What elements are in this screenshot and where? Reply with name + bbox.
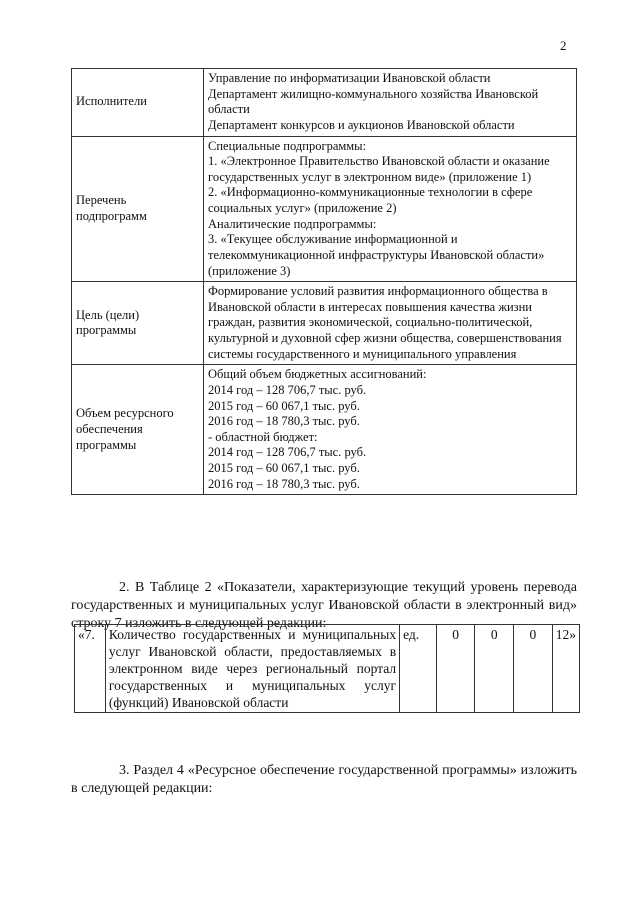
- row-value-funding: [204, 365, 577, 495]
- row-label-executors: Исполнители: [72, 69, 204, 137]
- value-line: 2016 год – 18 780,3 тыс. руб.: [208, 476, 360, 491]
- indicator-table: [74, 624, 580, 713]
- value-line: Департамент жилищно-коммунального хозяйства Ивановской области: [208, 86, 539, 117]
- value-line: 2014 год – 128 706,7 тыс. руб.: [208, 382, 367, 397]
- paragraph-3: 3. Раздел 4 «Ресурсное обеспечение государственной программы» изложить в следующей редакции:: [71, 763, 577, 796]
- table-row: [72, 136, 577, 282]
- table-row: [72, 69, 577, 137]
- value-line: Аналитические подпрограммы:: [208, 216, 377, 231]
- indicator-value-1: 0: [436, 625, 475, 713]
- value-line: 3. «Текущее обслуживание информационной и телекоммуникационной инфраструктуры Ивановской области» (приложение 3): [208, 232, 545, 278]
- value-line: 2014 год – 128 706,7 тыс. руб.: [208, 445, 367, 460]
- value-line: 2016 год – 18 780,3 тыс. руб.: [208, 414, 360, 429]
- row-value-executors: [204, 69, 577, 137]
- value-line: Формирование условий развития информационного общества в Ивановской области в интересах повышения качества жизни граждан, развития экономической, социально-политической, культурной и духовной сфер жизни общества, совершенствования системы государственного и муниципального управления: [208, 284, 562, 361]
- table-row: [72, 365, 577, 495]
- table-row: [75, 625, 580, 713]
- row-label-funding: Объем ресурсного обеспечения программы: [72, 365, 204, 495]
- value-line: Общий объем бюджетных ассигнований:: [208, 367, 427, 382]
- indicator-unit: ед.: [400, 625, 437, 713]
- indicator-value-3: 0: [514, 625, 553, 713]
- value-line: Департамент конкурсов и аукционов Ивановской области: [208, 117, 515, 132]
- value-line: 1. «Электронное Правительство Ивановской области и оказание государственных услуг в электронном виде» (приложение 1): [208, 154, 550, 184]
- row-label-subprograms: Перечень подпрограмм: [72, 136, 204, 282]
- row-value-goal: [204, 282, 577, 365]
- table-row: [72, 282, 577, 365]
- value-line: 2015 год – 60 067,1 тыс. руб.: [208, 461, 360, 475]
- indicator-value-2: 0: [475, 625, 514, 713]
- page-number: 2: [560, 38, 567, 53]
- indicator-value-4: 12»: [552, 625, 579, 713]
- value-line: - областной бюджет:: [208, 429, 318, 444]
- row-value-subprograms: [204, 136, 577, 282]
- indicator-description: Количество государственных и муниципальных услуг Ивановской области, предоставляемых в электронном виде через региональный портал государственных и муниципальных услуг (функций) Ивановской области: [105, 625, 399, 713]
- paragraph-2: 2. В Таблице 2 «Показатели, характеризующие текущий уровень перевода государственных и муниципальных услуг Ивановской области в электронный вид» строку 7 изложить в следующей редакции:: [71, 580, 577, 631]
- value-line: Управление по информатизации Ивановской области: [208, 71, 491, 85]
- value-line: 2015 год – 60 067,1 тыс. руб.: [208, 398, 360, 413]
- value-line: Специальные подпрограммы:: [208, 138, 367, 153]
- program-passport-table: [71, 68, 577, 495]
- row-label-goal: Цель (цели) программы: [72, 282, 204, 365]
- row-number: «7.: [75, 625, 106, 713]
- value-line: 2. «Информационно-коммуникационные технологии в сфере социальных услуг» (приложение 2): [208, 185, 533, 215]
